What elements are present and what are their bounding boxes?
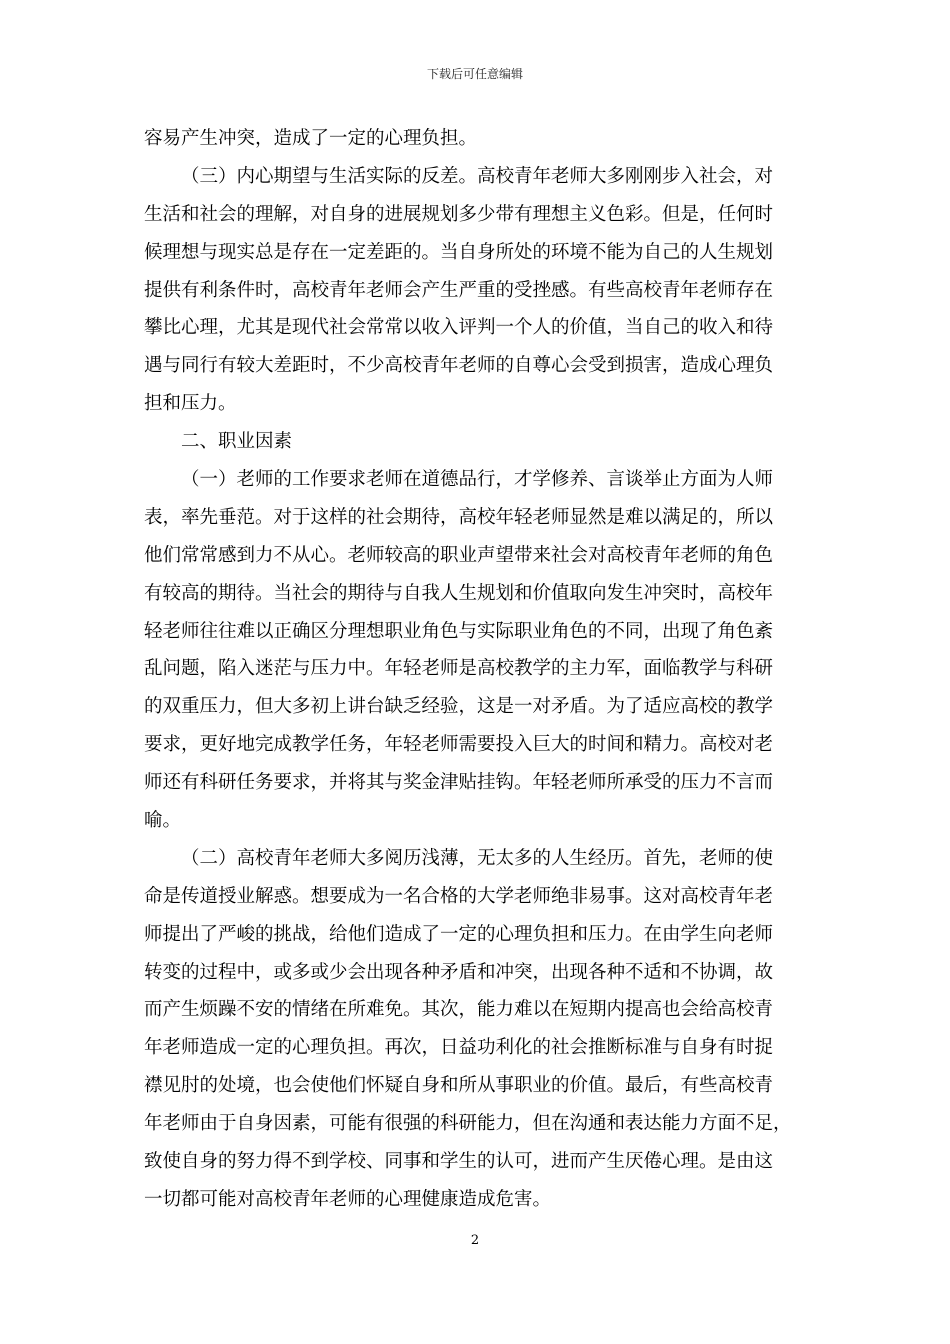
text-line: 遇与同行有较大差距时，不少高校青年老师的自尊心会受到损害，造成心理负 xyxy=(144,355,774,377)
text-line: 要求，更好地完成教学任务，年轻老师需要投入巨大的时间和精力。高校对老 xyxy=(144,734,774,756)
section-heading-career-factors xyxy=(144,423,808,461)
text-line: 他们常常感到力不从心。老师较高的职业声望带来社会对高校青年老师的角色 xyxy=(144,544,774,566)
text-line: （三）内心期望与生活实际的反差。高校青年老师大多刚刚步入社会，对 xyxy=(181,165,774,187)
text-line: （二）高校青年老师大多阅历浅薄，无太多的人生经历。首先，老师的使 xyxy=(181,847,774,869)
paragraph-expectation-gap xyxy=(144,158,808,423)
text-line: 乱问题，陷入迷茫与压力中。年轻老师是高校教学的主力军，面临教学与科研 xyxy=(144,658,774,680)
text-line: 转变的过程中，或多或少会出现各种矛盾和冲突，出现各种不适和不协调，故 xyxy=(144,961,774,983)
text-line: 师还有科研任务要求，并将其与奖金津贴挂钩。年轻老师所承受的压力不言而 xyxy=(144,772,774,794)
text-line: 年老师由于自身因素，可能有很强的科研能力，但在沟通和表达能力方面不足， xyxy=(144,1113,792,1135)
text-line: 喻。 xyxy=(144,810,182,832)
paragraph-conflict-continuation xyxy=(144,120,808,158)
text-line: 年老师造成一定的心理负担。再次，日益功利化的社会推断标准与自身有时捉 xyxy=(144,1037,774,1059)
text-line: 候理想与现实总是存在一定差距的。当自身所处的环境不能为自己的人生规划 xyxy=(144,241,774,263)
text-line: 轻老师往往难以正确区分理想职业角色与实际职业角色的不同，出现了角色紊 xyxy=(144,620,774,642)
text-line: 而产生烦躁不安的情绪在所难免。其次，能力难以在短期内提高也会给高校青 xyxy=(144,999,774,1021)
text-line: 担和压力。 xyxy=(144,393,237,415)
section-heading: 二、职业因素 xyxy=(181,431,293,453)
text-line: 师提出了严峻的挑战，给他们造成了一定的心理负担和压力。在由学生向老师 xyxy=(144,923,774,945)
text-line: 攀比心理，尤其是现代社会常常以收入评判一个人的价值，当自己的收入和待 xyxy=(144,317,774,339)
text-line: 襟见肘的处境，也会使他们怀疑自身和所从事职业的价值。最后，有些高校青 xyxy=(144,1075,774,1097)
text-line: 容易产生冲突，造成了一定的心理负担。 xyxy=(144,128,478,149)
text-line: 命是传道授业解惑。想要成为一名合格的大学老师绝非易事。这对高校青年老 xyxy=(144,885,774,907)
text-line: 一切都可能对高校青年老师的心理健康造成危害。 xyxy=(144,1188,552,1210)
text-line: 的双重压力，但大多初上讲台缺乏经验，这是一对矛盾。为了适应高校的教学 xyxy=(144,696,774,718)
text-line: 有较高的期待。当社会的期待与自我人生规划和价值取向发生冲突时，高校年 xyxy=(144,582,774,604)
text-line: （一）老师的工作要求老师在道德品行，才学修养、言谈举止方面为人师 xyxy=(181,469,774,491)
text-line: 提供有利条件时，高校青年老师会产生严重的受挫感。有些高校青年老师存在 xyxy=(144,279,774,301)
text-line: 致使自身的努力得不到学校、同事和学生的认可，进而产生厌倦心理。是由这 xyxy=(144,1151,774,1173)
document-body xyxy=(144,120,808,1219)
page-header: 下载后可任意编辑 xyxy=(426,67,523,81)
text-line: 表，率先垂范。对于这样的社会期待，高校年轻老师显然是难以满足的，所以 xyxy=(144,506,774,528)
page-number: 2 xyxy=(470,1233,480,1248)
paragraph-work-requirements xyxy=(144,461,808,840)
paragraph-limited-experience xyxy=(144,840,808,1219)
text-line: 生活和社会的理解，对自身的进展规划多少带有理想主义色彩。但是，任何时 xyxy=(144,203,774,225)
